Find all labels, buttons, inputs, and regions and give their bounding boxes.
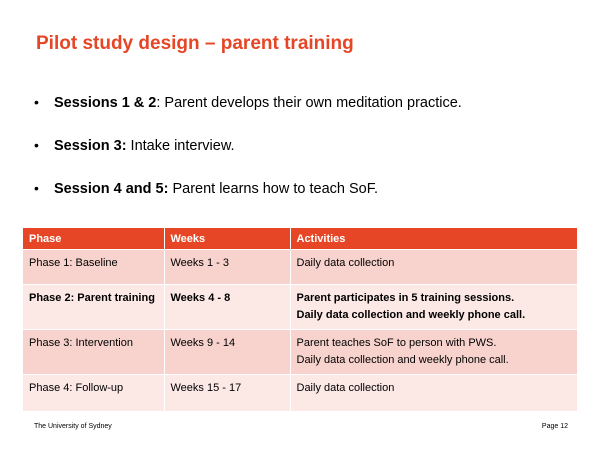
activity-line: Daily data collection	[296, 257, 395, 269]
weeks-cell: Weeks 1 - 3	[164, 250, 290, 285]
phase-table	[23, 228, 578, 411]
activities-cell	[290, 250, 577, 285]
bullet-text: Parent learns how to teach SoF.	[168, 181, 379, 197]
phase-cell: Phase 2: Parent training	[23, 285, 164, 330]
bullet-bold-text: Session 4 and 5:	[54, 181, 169, 197]
phase-cell: Phase 3: Intervention	[23, 330, 164, 375]
weeks-cell: Weeks 15 - 17	[164, 375, 290, 412]
footer-university: The University of Sydney	[34, 423, 112, 430]
bullet-item	[34, 92, 574, 113]
table-header-row	[23, 228, 577, 250]
bullet-dot: •	[34, 94, 39, 110]
header-weeks: Weeks	[164, 228, 290, 250]
bullet-text: Intake interview.	[126, 138, 235, 154]
bullet-bold-text: Sessions 1 & 2	[54, 95, 157, 111]
activity-line: Parent teaches SoF to person with PWS.	[296, 337, 497, 349]
table-row	[23, 375, 577, 412]
activities-cell	[290, 375, 577, 412]
table-row	[23, 330, 577, 375]
bullet-dot: •	[34, 180, 39, 196]
activities-cell	[290, 285, 577, 330]
phase-cell: Phase 4: Follow-up	[23, 375, 164, 412]
activity-line: Daily data collection and weekly phone call.	[296, 309, 526, 321]
activity-line: Parent participates in 5 training sessions.	[296, 292, 515, 304]
header-activities: Activities	[290, 228, 577, 250]
footer-page-number: Page 12	[541, 423, 568, 430]
table-row	[23, 285, 577, 330]
bullet-bold-text: Session 3:	[54, 138, 127, 154]
weeks-cell: Weeks 4 - 8	[164, 285, 290, 330]
bullet-list	[34, 92, 574, 221]
bullet-item	[34, 135, 574, 156]
slide-title: Pilot study design – parent training	[36, 33, 354, 54]
activity-line: Daily data collection and weekly phone call.	[296, 354, 509, 366]
phase-cell: Phase 1: Baseline	[23, 250, 164, 285]
weeks-cell: Weeks 9 - 14	[164, 330, 290, 375]
activity-line: Daily data collection	[296, 382, 395, 394]
table-row	[23, 250, 577, 285]
activities-cell	[290, 330, 577, 375]
header-phase: Phase	[23, 228, 164, 250]
bullet-dot: •	[34, 137, 39, 153]
bullet-item	[34, 178, 574, 199]
bullet-text: : Parent develops their own meditation practice.	[156, 95, 462, 111]
